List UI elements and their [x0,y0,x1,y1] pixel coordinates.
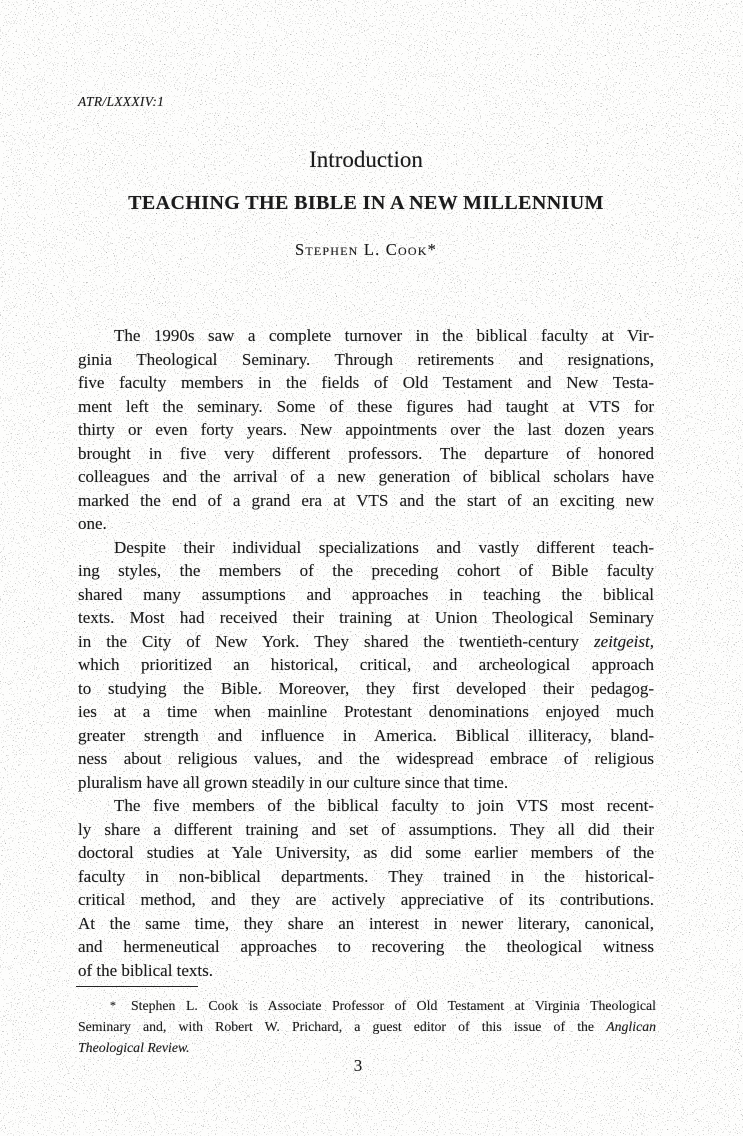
paragraph-line [78,794,654,818]
text-segment: and hermeneutical approaches to recovering the theological witness [78,937,654,956]
body-paragraph [78,794,654,982]
text-segment: five faculty members in the fields of Old Testament and New Testa- [78,373,654,392]
text-segment: pluralism have all grown steadily in our culture since that time. [78,772,509,792]
article-title: TEACHING THE BIBLE IN A NEW MILLENNIUM [128,192,604,214]
body-paragraph [78,324,654,536]
text-segment: The 1990s saw a complete turnover in the biblical faculty at Vir- [114,326,654,345]
paragraph-line [78,888,654,912]
text-segment: At the same time, they share an interest in newer literary, canonical, [78,913,654,933]
text-segment: Seminary and, with Robert W. Prichard, a guest editor of this issue of the [78,1019,607,1034]
body-paragraph [78,536,654,795]
footnote [78,995,656,1058]
italic-text: Anglican [606,1019,656,1034]
paragraph-line [78,677,654,701]
author-name: Stephen L. Cook* [294,240,438,259]
paragraph-line [78,489,654,513]
paragraph-line [78,465,654,489]
paragraph-line [78,700,654,724]
text-segment: thirty or even forty years. New appointments over the last dozen years [78,420,654,439]
paragraph-line [78,559,654,583]
text-segment: ment left the seminary. Some of these figures had taught at VTS for [78,396,654,416]
footnote-rule [76,986,198,987]
paragraph-line [78,324,654,348]
paragraph-line [78,395,654,419]
paragraph-line [78,747,654,771]
text-segment: one. [78,514,107,533]
paragraph-line [78,371,654,395]
article-body [78,324,654,982]
paragraph-line [78,653,654,677]
text-segment: ly share a different training and set of assumptions. They all did their [78,819,654,839]
text-segment: faculty in non-biblical departments. They trained in the historical- [78,866,654,886]
text-segment: of the biblical texts. [78,960,214,980]
text-segment: shared many assumptions and approaches in teaching the biblical [78,584,654,604]
italic-text: Theological Review. [78,1040,190,1055]
paragraph-line [78,442,654,466]
section-title: Introduction [309,147,423,172]
text-segment: which prioritized an historical, critical, and archeological approach [78,655,654,674]
page-number: 3 [353,1056,363,1075]
footnote-line [78,995,656,1016]
footnote-marker: * [110,998,116,1012]
paragraph-line [78,959,654,983]
text-segment: ginia Theological Seminary. Through retirements and resignations, [78,349,654,369]
paragraph-line [78,865,654,889]
text-segment: doctoral studies at Yale University, as did some earlier members of the [78,843,654,862]
text-segment: greater strength and influence in America. Biblical illiteracy, bland- [78,725,654,745]
text-segment: ing styles, the members of the preceding cohort of Bible faculty [78,561,654,580]
paragraph-line [78,536,654,560]
text-segment: The five members of the biblical faculty to join VTS most recent- [114,796,654,815]
footnote-line [78,1037,656,1058]
journal-header: ATR/LXXXIV:1 [78,94,165,109]
paragraph-line [78,418,654,442]
text-segment: brought in five very different professors. The departure of honored [78,443,654,463]
paragraph-line [78,606,654,630]
paragraph-line [78,724,654,748]
text-segment: to studying the Bible. Moreover, they first developed their pedagog- [78,678,654,698]
paragraph-line [78,935,654,959]
paragraph-line [78,912,654,936]
paragraph-line [78,348,654,372]
text-segment: colleagues and the arrival of a new generation of biblical scholars have [78,467,654,486]
text-segment: marked the end of a grand era at VTS and the start of an exciting new [78,490,654,510]
paragraph-line [78,818,654,842]
paragraph-line [78,512,654,536]
paragraph-line [78,841,654,865]
text-segment: texts. Most had received their training at Union Theological Seminary [78,608,654,627]
text-segment: ies at a time when mainline Protestant denominations enjoyed much [78,702,654,721]
text-segment: critical method, and they are actively appreciative of its contributions. [78,890,654,909]
paragraph-line [78,630,654,654]
paragraph-line [78,771,654,795]
text-segment: ness about religious values, and the widespread embrace of religious [78,749,654,768]
text-segment: in the City of New York. They shared the twentieth-century [78,631,595,651]
footnote-line [78,1016,656,1037]
text-segment: Despite their individual specializations and vastly different teach- [114,537,654,557]
text-segment: Stephen L. Cook is Associate Professor of Old Testament at Virginia Theological [131,998,656,1013]
paragraph-line [78,583,654,607]
italic-text: zeitgeist, [594,631,654,651]
